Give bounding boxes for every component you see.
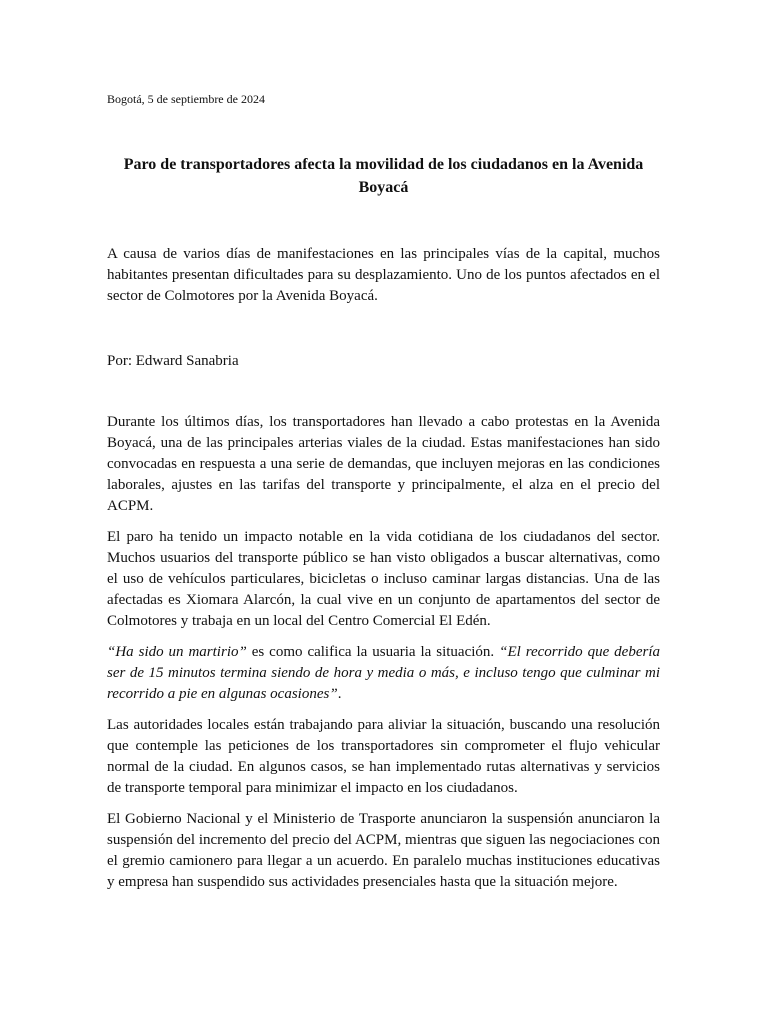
byline: Por: Edward Sanabria [107, 353, 239, 369]
quote-2: “El recorrido que debería ser de 15 minutos termina siendo de hora y media o más, e incluso tengo que culminar mi recorrido a pie en algunas ocasiones” [107, 644, 660, 702]
body-paragraph-4: Las autoridades locales están trabajando para aliviar la situación, buscando una resolución que contemple las peticiones de los transportadores sin comprometer el flujo vehicular normal de la ciudad. En algunos casos, se han implementado rutas alternativas y servicios de transporte temporal para minimizar el impacto en los ciudadanos. [107, 717, 660, 796]
body-paragraph-2: El paro ha tenido un impacto notable en la vida cotidiana de los ciudadanos del sector. Muchos usuarios del transporte público se han visto obligados a buscar alternativas, como el uso de vehículos particulares, bicicletas o incluso caminar largas distancias. Una de las afectadas es Xiomara Alarcón, la cual vive en un conjunto de apartamentos del sector de Colmotores y trabaja en un local del Centro Comercial El Edén. [107, 529, 660, 629]
body-paragraph-1: Durante los últimos días, los transportadores han llevado a cabo protestas en la Avenida Boyacá, una de las principales arterias viales de la ciudad. Estas manifestaciones han sido convocadas en respuesta a una serie de demandas, que incluyen mejoras en las condiciones laborales, ajustes en las tarifas del transporte y principalmente, el alza en el precio del ACPM. [107, 414, 660, 514]
body-paragraph-5: El Gobierno Nacional y el Ministerio de Trasporte anunciaron la suspensión anunciaron la suspensión del incremento del precio del ACPM, mientras que siguen las negociaciones con el gremio camionero para llegar a un acuerdo. En paralelo muchas instituciones educativas y empresa han suspendido sus actividades presenciales hasta que la situación mejore. [107, 811, 660, 890]
quote-attribution: es como califica la usuaria la situación. [246, 644, 500, 660]
dateline: Bogotá, 5 de septiembre de 2024 [107, 92, 265, 106]
body-paragraph-quote [107, 642, 660, 705]
quote-1: “Ha sido un martirio” [107, 644, 247, 660]
article-body [107, 412, 660, 903]
article-title: Paro de transportadores afecta la movilidad de los ciudadanos en la Avenida Boyacá [123, 156, 644, 196]
article-lede: A causa de varios días de manifestaciones en las principales vías de la capital, muchos habitantes presentan dificultades para su desplazamiento. Uno de los puntos afectados en el sector de Colmotores por la Avenida Boyacá. [107, 246, 660, 304]
quote-end: . [337, 686, 342, 702]
